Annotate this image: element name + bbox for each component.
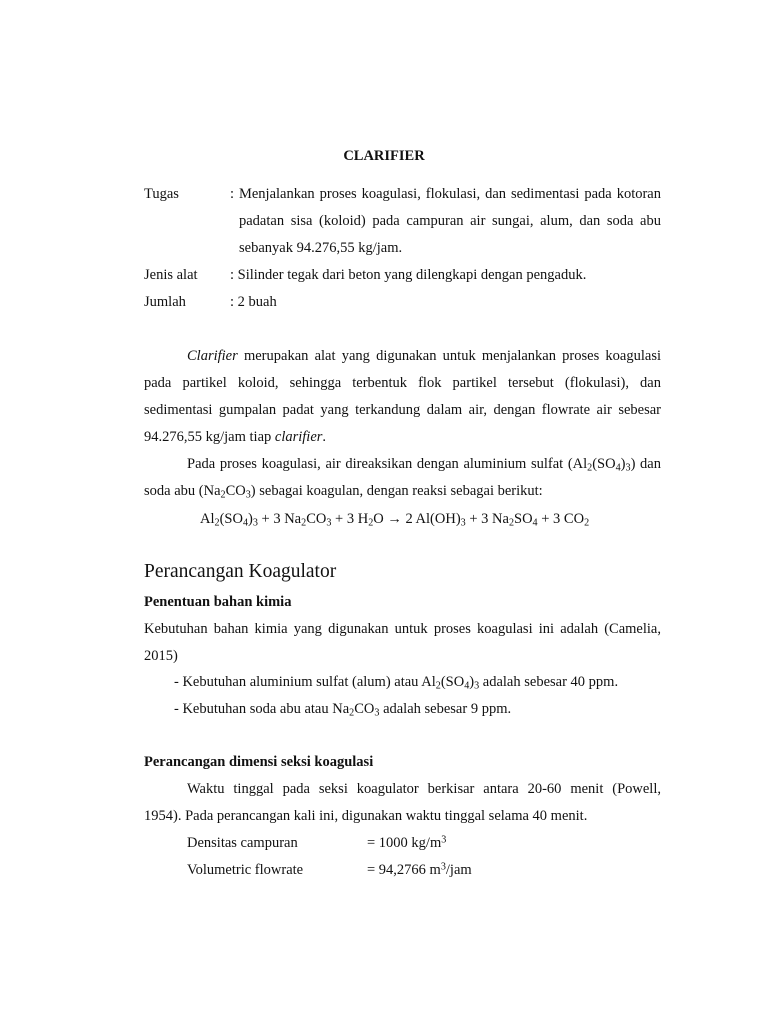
subscript: 3 xyxy=(245,489,251,501)
subscript: 4 xyxy=(532,517,538,529)
bullet1-text-c: adalah sebesar 40 ppm. xyxy=(479,674,619,690)
eq-paren: ) xyxy=(248,511,253,527)
eq-so: SO xyxy=(514,511,533,527)
subscript: 2 xyxy=(368,517,374,529)
intro-line-4-end: . xyxy=(322,429,327,445)
clarifier-term: Clarifier xyxy=(187,348,238,364)
subscript: 2 xyxy=(435,680,441,692)
p2-line2-text-b: CO xyxy=(225,483,246,499)
densitas-value-text: = 1000 kg/m xyxy=(367,835,442,851)
eq-h: + 3 H xyxy=(331,511,369,527)
subscript: 3 xyxy=(326,517,332,529)
jenis-alat-value: : Silinder tegak dari beton yang dilengkapi dengan pengaduk. xyxy=(230,267,587,283)
p2-text-c: ) dan xyxy=(630,456,661,472)
bullet1-text-b: (SO xyxy=(440,674,465,690)
intro-line-1 xyxy=(187,348,661,365)
tugas-label: Tugas xyxy=(144,186,179,202)
clarifier-term-2: clarifier xyxy=(274,429,323,445)
subscript: 2 xyxy=(214,517,220,529)
subscript: 3 xyxy=(474,680,480,692)
subscript: 2 xyxy=(584,517,590,529)
eq-co: CO xyxy=(306,511,327,527)
superscript: 3 xyxy=(441,834,447,846)
section2-line-2: 1954). Pada perancangan kali ini, digunakan waktu tinggal selama 40 menit. xyxy=(144,808,588,824)
subscript: 2 xyxy=(587,462,593,474)
eq-na2: + 3 Na xyxy=(465,511,509,527)
subscript: 2 xyxy=(220,489,226,501)
intro-p2-line-1: Pada proses koagulasi, air direaksikan dengan aluminium sulfat $(Al_2(SO_4)_3)$ dan xyxy=(187,456,661,474)
tugas-line-3: sebanyak 94.276,55 kg/jam. xyxy=(239,240,403,256)
subscript: 2 xyxy=(508,517,514,529)
superscript: 3 xyxy=(440,861,446,873)
bullet1-text-a: - Kebutuhan aluminium sulfat (alum) atau Al xyxy=(174,674,436,690)
eq-al: Al xyxy=(200,511,215,527)
flowrate-unit: /jam xyxy=(445,862,472,878)
page-title: CLARIFIER xyxy=(343,148,425,164)
flowrate-value xyxy=(367,862,472,879)
p2-text-b: (SO xyxy=(592,456,616,472)
intro-p2-line-2 xyxy=(144,483,543,500)
section-line-2: 2015) xyxy=(144,648,178,664)
section-heading: Perancangan Koagulator xyxy=(144,561,337,582)
subscript: 4 xyxy=(464,680,470,692)
reaction-equation xyxy=(200,511,589,528)
p2-line2-text-c: ) sebagai koagulan, dengan reaksi sebagai berikut: xyxy=(250,483,543,499)
intro-line-2: pada partikel koloid, sehingga terbentuk flok partikel tersebut (flokulasi), dan xyxy=(144,375,661,391)
subheading-dimensi: Perancangan dimensi seksi koagulasi xyxy=(144,754,374,770)
jumlah-label: Jumlah xyxy=(144,294,186,310)
intro-line-4-text: 94.276,55 kg/jam tiap xyxy=(144,429,275,445)
subscript: 2 xyxy=(349,707,355,719)
eq-co2: + 3 CO xyxy=(537,511,585,527)
intro-line-4 xyxy=(144,429,326,446)
subscript: 2 xyxy=(301,517,307,529)
jumlah-value: : 2 buah xyxy=(230,294,277,310)
bullet-item-soda xyxy=(174,701,511,718)
tugas-line-2: padatan sisa (koloid) pada campuran air sungai, alum, dan soda abu xyxy=(239,213,661,229)
eq-arrow: O → 2 Al(OH) xyxy=(373,511,461,527)
subscript: 3 xyxy=(252,517,258,529)
p2-text-a: Pada proses koagulasi, air direaksikan dengan aluminium sulfat (Al xyxy=(187,456,588,472)
subscript: 3 xyxy=(625,462,631,474)
section2-line-1: Waktu tinggal pada seksi koagulator berkisar antara 20-60 menit (Powell, xyxy=(187,781,661,797)
intro-line-1-text: merupakan alat yang digunakan untuk menjalankan proses koagulasi xyxy=(237,348,661,364)
subscript: 4 xyxy=(242,517,248,529)
tugas-line-1: : Menjalankan proses koagulasi, flokulasi, dan sedimentasi pada kotoran xyxy=(230,186,661,202)
flowrate-value-text: = 94,2766 m xyxy=(367,862,441,878)
densitas-value xyxy=(367,835,446,852)
subscript: 3 xyxy=(460,517,466,529)
intro-line-3: sedimentasi gumpalan padat yang terkandung dalam air, dengan flowrate air sebesar xyxy=(144,402,661,418)
bullet2-text-b: CO xyxy=(354,701,375,717)
densitas-label: Densitas campuran xyxy=(187,835,298,851)
eq-so4: (SO xyxy=(219,511,243,527)
subscript: 4 xyxy=(615,462,621,474)
p2-line2-text-a: soda abu (Na xyxy=(144,483,221,499)
eq-na: + 3 Na xyxy=(257,511,302,527)
subheading-bahan-kimia: Penentuan bahan kimia xyxy=(144,594,292,610)
section-line-1: Kebutuhan bahan kimia yang digunakan untuk proses koagulasi ini adalah (Camelia, xyxy=(144,621,661,637)
flowrate-label: Volumetric flowrate xyxy=(187,862,304,878)
jenis-alat-label: Jenis alat xyxy=(144,267,198,283)
bullet-item-alum: - Kebutuhan aluminium sulfat (alum) atau $Al_2(SO_4)_3$ adalah sebesar 40 ppm. xyxy=(174,674,619,692)
bullet2-text-a: - Kebutuhan soda abu atau Na xyxy=(174,701,350,717)
bullet2-text-c: adalah sebesar 9 ppm. xyxy=(379,701,512,717)
subscript: 3 xyxy=(374,707,380,719)
